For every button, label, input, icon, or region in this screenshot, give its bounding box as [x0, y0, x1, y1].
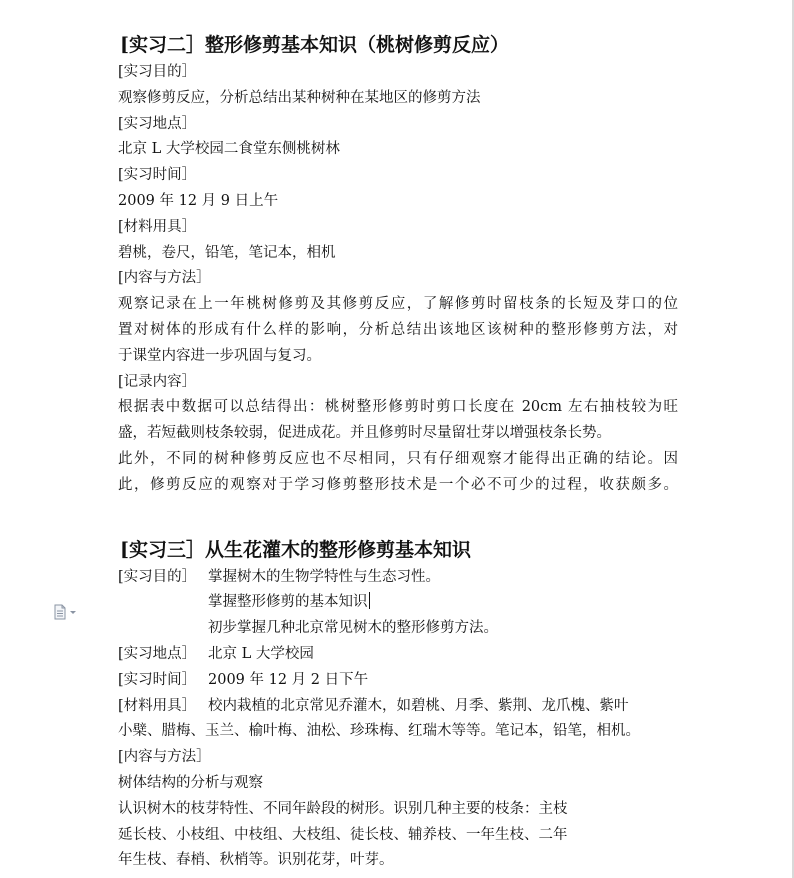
tools-label: [材料用具］ [118, 697, 197, 714]
section-title: [实习三］从生花灌木的整形修剪基本知识 [120, 538, 471, 561]
record-label: [记录内容］ [118, 373, 197, 390]
paragraph-line: 盛，若短截则枝条较弱，促进成花。并且修剪时尽量留壮芽以增强枝条长势。 [118, 425, 611, 442]
method-label: [内容与方法］ [118, 270, 211, 287]
paragraph-line: 认识树木的枝芽特性、不同年龄段的树形。识别几种主要的枝条：主枝 [118, 800, 568, 817]
time-text: 2009 年 12 月 9 日上午 [118, 192, 279, 209]
purpose-text: 掌握整形修剪的基本知识 [208, 594, 368, 611]
time-label: [实习时间］ [118, 671, 197, 688]
text-cursor [369, 592, 370, 609]
location-text: 北京 L 大学校园二食堂东侧桃树林 [118, 141, 340, 158]
paragraph-line: 延长枝、小枝组、中枝组、大枝组、徒长枝、辅养枝、一年生枝、二年 [118, 826, 568, 843]
purpose-label: [实习目的］ [118, 64, 197, 80]
time-row [118, 668, 678, 694]
paragraph-line: 此，修剪反应的观察对于学习修剪整形技术是一个必不可少的过程，收获颇多。 [118, 476, 678, 493]
location-text: 北京 L 大学校园 [208, 645, 314, 662]
subheading: 树体结构的分析与观察 [118, 774, 263, 791]
purpose-label: [实习目的］ [118, 568, 197, 585]
time-label: [实习时间］ [118, 167, 197, 184]
tools-text: 小檗、腊梅、玉兰、榆叶梅、油松、珍珠梅、红瑞木等等。笔记本，铅笔，相机。 [118, 723, 640, 740]
paragraph-line: 于课堂内容进一步巩固与复习。 [118, 347, 321, 364]
section-title: [实习二］整形修剪基本知识（桃树修剪反应） [120, 34, 509, 56]
paragraph-line: 根据表中数据可以总结得出：桃树整形修剪时剪口长度在 20cm 左右抽枝较为旺 [118, 399, 678, 416]
time-text: 2009 年 12 月 2 日下午 [208, 671, 369, 688]
tools-text: 校内栽植的北京常见乔灌木，如碧桃、月季、紫荆、龙爪槐、紫叶 [208, 697, 629, 714]
method-label: [内容与方法］ [118, 749, 211, 766]
purpose-text: 掌握树木的生物学特性与生态习性。 [208, 568, 440, 585]
purpose-row [118, 565, 678, 591]
paragraph-line: 观察记录在上一年桃树修剪及其修剪反应，了解修剪时留枝条的长短及芽口的位 [118, 296, 678, 313]
location-label: [实习地点］ [118, 645, 197, 662]
tools-row [118, 694, 678, 720]
purpose-text: 初步掌握几种北京常见树木的整形修剪方法。 [208, 620, 498, 637]
chevron-down-icon [70, 611, 76, 614]
purpose-text-row[interactable] [118, 590, 678, 616]
tools-text: 碧桃，卷尺，铅笔，笔记本，相机 [118, 244, 336, 261]
record-paragraph [118, 395, 678, 498]
purpose-text: 观察修剪反应，分析总结出某种树种在某地区的修剪方法 [118, 89, 481, 106]
method-paragraph [118, 292, 678, 369]
tools-label: [材料用具］ [118, 218, 197, 235]
location-row [118, 642, 678, 668]
paragraph-line: 年生枝、春梢、秋梢等。识别花芽，叶芽。 [118, 852, 394, 869]
document-icon[interactable] [53, 604, 79, 620]
location-label: [实习地点］ [118, 115, 197, 132]
document-body [118, 30, 678, 874]
paragraph-line: 此外，不同的树种修剪反应也不尽相同，只有仔细观察才能得出正确的结论。因 [118, 450, 678, 467]
paragraph-line: 置对树体的形成有什么样的影响，分析总结出该地区该树种的整形修剪方法，对 [118, 321, 678, 338]
